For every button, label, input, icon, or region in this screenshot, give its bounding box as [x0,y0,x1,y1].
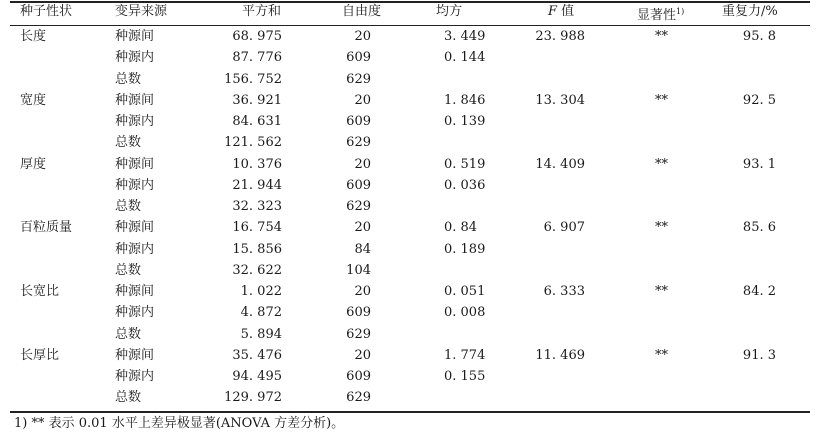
sum-of-squares-cell: 5. 894 [240,326,282,342]
repeatability-cell: 84. 2 [742,284,776,299]
degrees-of-freedom-cell: 629 [346,71,371,87]
source-cell: 种源内 [115,369,155,384]
header-f-suffix: 值 [557,4,575,19]
sum-of-squares-cell: 32. 622 [232,262,282,278]
degrees-of-freedom-cell: 609 [346,369,371,384]
repeatability-cell: 92. 5 [742,92,776,108]
header-rule [10,25,810,26]
source-cell: 总数 [115,262,142,278]
sum-of-squares-cell: 21. 944 [232,177,282,193]
degrees-of-freedom-cell: 629 [346,326,371,342]
source-cell: 种源内 [115,241,155,257]
mean-square-cell: 0. 144 [444,50,486,66]
sum-of-squares-cell: 87. 776 [232,50,282,66]
header-sum-of-squares: 平方和 [242,4,282,19]
significance-cell: ** [655,347,668,363]
mean-square-cell: 0. 008 [444,305,486,321]
degrees-of-freedom-cell: 20 [354,156,371,172]
trait-cell: 厚度 [20,156,47,172]
mean-square-cell: 1. 846 [444,92,486,108]
source-cell: 种源间 [115,347,155,363]
trait-cell: 长度 [20,29,47,44]
source-cell: 总数 [115,71,142,87]
header-significance-footnote-mark: 1) [676,7,685,16]
trait-cell: 宽度 [20,92,47,108]
degrees-of-freedom-cell: 609 [346,177,371,193]
significance-cell: ** [655,284,668,299]
degrees-of-freedom-cell: 20 [354,347,371,363]
source-cell: 总数 [115,390,142,406]
degrees-of-freedom-cell: 84 [354,241,371,257]
mean-square-cell: 0. 139 [444,114,486,129]
source-cell: 种源间 [115,156,155,172]
trait-cell: 长宽比 [20,284,60,299]
header-f-symbol: F [548,4,558,19]
sum-of-squares-cell: 36. 921 [232,92,282,108]
source-cell: 总数 [115,135,142,151]
significance-cell: ** [655,29,668,44]
mean-square-cell: 0. 84 [444,220,478,236]
mean-square-cell: 0. 519 [444,156,486,172]
source-cell: 种源间 [115,92,155,108]
repeatability-cell: 85. 6 [742,220,776,236]
degrees-of-freedom-cell: 629 [346,135,371,151]
sum-of-squares-cell: 4. 872 [240,305,282,321]
header-degrees-of-freedom: 自由度 [342,4,382,19]
f-value-cell: 6. 333 [543,284,585,299]
mean-square-cell: 0. 189 [444,241,486,257]
sum-of-squares-cell: 84. 631 [232,114,282,129]
trait-cell: 长厚比 [20,347,60,363]
sum-of-squares-cell: 121. 562 [224,135,282,151]
repeatability-cell: 95. 8 [742,29,776,44]
mean-square-cell: 3. 449 [444,29,486,44]
sum-of-squares-cell: 15. 856 [232,241,282,257]
table-bottom-rule [10,411,810,413]
sum-of-squares-cell: 68. 975 [232,29,282,44]
header-repeatability: 重复力/% [722,4,778,19]
degrees-of-freedom-cell: 629 [346,199,371,214]
sum-of-squares-cell: 94. 495 [232,369,282,384]
mean-square-cell: 0. 051 [444,284,486,299]
table-footnote: 1) ** 表示 0.01 水平上差异极显著(ANOVA 方差分析)。 [14,416,345,431]
source-cell: 种源内 [115,50,155,66]
header-f-value [548,4,574,20]
f-value-cell: 14. 409 [535,156,585,172]
sum-of-squares-cell: 1. 022 [240,284,282,299]
table-top-rule [10,1,810,3]
source-cell: 种源内 [115,114,155,129]
source-cell: 总数 [115,199,142,214]
significance-cell: ** [655,92,668,108]
repeatability-cell: 93. 1 [742,156,776,172]
degrees-of-freedom-cell: 104 [346,262,371,278]
degrees-of-freedom-cell: 20 [354,92,371,108]
source-cell: 种源间 [115,284,155,299]
source-cell: 种源内 [115,177,155,193]
sum-of-squares-cell: 129. 972 [224,390,282,406]
degrees-of-freedom-cell: 609 [346,305,371,321]
header-mean-square: 均方 [436,4,463,19]
sum-of-squares-cell: 10. 376 [232,156,282,172]
source-cell: 总数 [115,326,142,342]
degrees-of-freedom-cell: 20 [354,284,371,299]
source-cell: 种源间 [115,29,155,44]
source-cell: 种源内 [115,305,155,321]
f-value-cell: 23. 988 [535,29,585,44]
f-value-cell: 11. 469 [535,347,585,363]
mean-square-cell: 0. 155 [444,369,486,384]
header-source: 变异来源 [115,4,168,19]
sum-of-squares-cell: 35. 476 [232,347,282,363]
header-significance-label: 显著性 [637,8,677,23]
repeatability-cell: 91. 3 [742,347,776,363]
f-value-cell: 6. 907 [543,220,585,236]
significance-cell: ** [655,220,668,236]
trait-cell: 百粒质量 [20,220,73,236]
sum-of-squares-cell: 32. 323 [232,199,282,214]
header-trait: 种子性状 [20,4,73,19]
degrees-of-freedom-cell: 20 [354,220,371,236]
degrees-of-freedom-cell: 609 [346,50,371,66]
sum-of-squares-cell: 16. 754 [232,220,282,236]
significance-cell: ** [655,156,668,172]
source-cell: 种源间 [115,220,155,236]
degrees-of-freedom-cell: 609 [346,114,371,129]
mean-square-cell: 1. 774 [444,347,486,363]
f-value-cell: 13. 304 [535,92,585,108]
degrees-of-freedom-cell: 20 [354,29,371,44]
header-significance [637,4,684,24]
degrees-of-freedom-cell: 629 [346,390,371,406]
mean-square-cell: 0. 036 [444,177,486,193]
sum-of-squares-cell: 156. 752 [224,71,282,87]
